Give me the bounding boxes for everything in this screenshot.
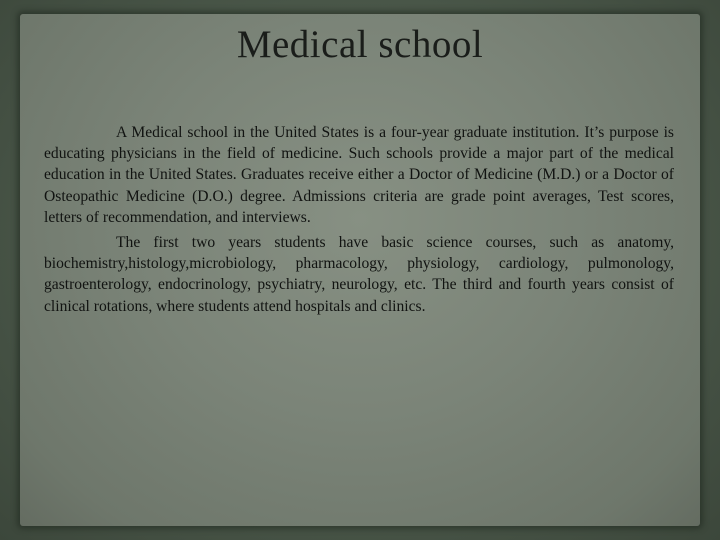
slide-title: Medical school bbox=[236, 23, 484, 66]
paragraph-curriculum: The first two years students have basic science courses, such as anatomy, biochemistry,histology,microbiology, pharmacology, physiology, cardiology, pulmonology, gastroenterology, endocrinology, psychiatry, neurology, etc. The third and fourth years consist of clinical rotations, where students attend hospitals and clinics. bbox=[44, 234, 674, 315]
slide-body bbox=[44, 122, 674, 321]
paragraph-medical-school-overview: A Medical school in the United States is a four-year graduate institution. It’s purpose is educating physicians in the field of medicine. Such schools provide a major part of the medical education in the United States. Graduates receive either a Doctor of Medicine (M.D.) or a Doctor of Osteopathic Medicine (D.O.) degree. Admissions criteria are grade point averages, Test scores, letters of recommendation, and interviews. bbox=[44, 124, 674, 226]
